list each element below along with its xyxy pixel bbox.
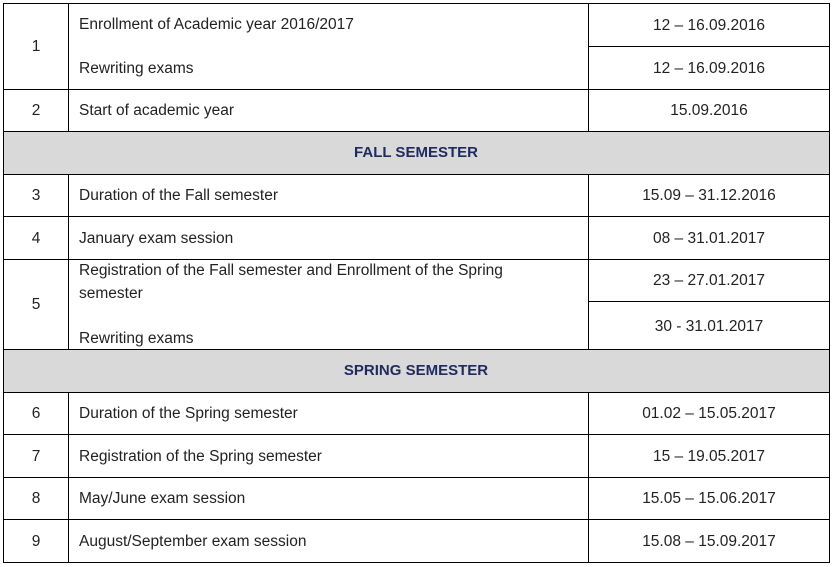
row-border	[3, 174, 830, 175]
row-description: Duration of the Fall semester	[79, 187, 279, 204]
row-date: 23 – 27.01.2017	[652, 272, 766, 289]
row-description: Duration of the Spring semester	[79, 405, 298, 422]
row-number: 1	[31, 38, 41, 55]
row-number: 9	[31, 533, 41, 550]
row-description: Registration of the Spring semester	[79, 448, 322, 465]
row-description: January exam session	[79, 230, 234, 247]
row-date: 12 – 16.09.2016	[652, 60, 766, 77]
spring-semester-title: SPRING SEMESTER	[343, 362, 489, 379]
row-border	[3, 216, 830, 217]
row-number: 7	[31, 448, 41, 465]
row-border	[588, 301, 830, 302]
row-border	[3, 477, 830, 478]
row-border	[3, 392, 830, 393]
row-date: 01.02 – 15.05.2017	[642, 405, 776, 422]
row-number: 5	[31, 296, 41, 313]
row-border	[3, 131, 830, 132]
column-border	[68, 392, 69, 563]
row-number: 2	[31, 102, 41, 119]
column-border	[68, 174, 69, 350]
row-number: 4	[31, 230, 41, 247]
row-border	[588, 46, 830, 47]
column-border	[829, 3, 830, 563]
row-date: 15.08 – 15.09.2017	[642, 533, 776, 550]
row-number: 3	[31, 187, 41, 204]
fall-semester-title: FALL SEMESTER	[354, 144, 478, 161]
row-description: May/June exam session	[79, 490, 246, 507]
column-border	[3, 3, 4, 563]
row-date: 12 – 16.09.2016	[652, 17, 766, 34]
row-description: Rewriting exams	[79, 330, 194, 347]
row-border	[3, 519, 830, 520]
row-description: August/September exam session	[79, 533, 307, 550]
row-date: 30 - 31.01.2017	[654, 318, 764, 335]
row-border	[3, 562, 830, 563]
row-border	[3, 3, 830, 4]
row-number: 8	[31, 490, 41, 507]
row-date: 15.09.2016	[670, 102, 748, 119]
row-date: 15.05 – 15.06.2017	[642, 490, 776, 507]
row-description: Registration of the Fall semester and Enrollment of the Spring semester	[79, 262, 503, 302]
row-date: 15 – 19.05.2017	[652, 448, 766, 465]
row-border	[3, 89, 830, 90]
row-description: Start of academic year	[79, 102, 235, 119]
row-description: Enrollment of Academic year 2016/2017	[79, 16, 354, 33]
row-description: Rewriting exams	[79, 60, 194, 77]
row-date: 15.09 – 31.12.2016	[642, 187, 776, 204]
row-date: 08 – 31.01.2017	[652, 230, 766, 247]
row-border	[3, 434, 830, 435]
column-border	[68, 3, 69, 132]
row-number: 6	[31, 405, 41, 422]
